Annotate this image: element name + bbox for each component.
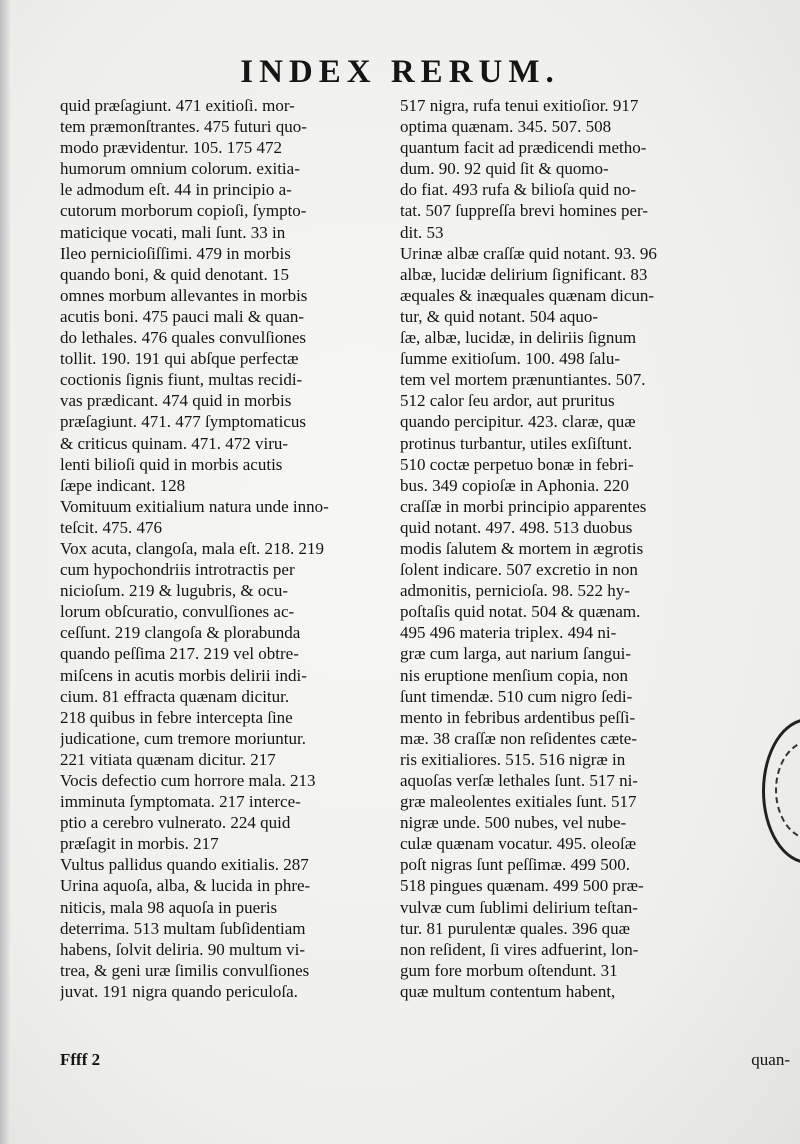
index-line: lenti bilioſi quid in morbis acutis — [60, 454, 283, 474]
index-line: ſumme exitioſum. 100. 498 ſalu- — [400, 349, 621, 369]
index-line: quando boni, & quid denotant. 15 — [60, 264, 290, 284]
index-line: judicatione, cum tremore moriuntur. — [60, 728, 306, 748]
index-line: bus. 349 copioſæ in Aphonia. 220 — [400, 475, 630, 495]
index-line: 218 quibus in febre intercepta ſine — [60, 707, 293, 727]
index-line: Vomituum exitialium natura unde inno- — [60, 496, 329, 516]
index-line: quid præſagiunt. 471 exitioſi. mor- — [60, 96, 295, 115]
index-line: vas prædicant. 474 quid in morbis — [60, 391, 292, 411]
index-line: Urinæ albæ craſſæ quid notant. 93. 96 — [400, 243, 657, 263]
index-line: habens, ſolvit deliria. 90 multum vi- — [60, 939, 306, 959]
index-line: culæ quænam vocatur. 495. oleoſæ — [400, 834, 637, 854]
index-line: dum. 90. 92 quid ſit & quomo- — [400, 159, 609, 179]
index-line: Urina aquoſa, alba, & lucida in phre- — [60, 876, 311, 896]
index-line: omnes morbum allevantes in morbis — [60, 285, 308, 305]
index-line: acutis boni. 475 pauci mali & quan- — [60, 306, 305, 326]
index-line: teſcit. 475. 476 — [60, 517, 162, 537]
index-line: tat. 507 ſuppreſſa brevi homines per- — [400, 201, 648, 221]
index-line: dit. 53 — [400, 222, 444, 242]
index-line: 221 vitiata quænam dicitur. 217 — [60, 749, 276, 769]
index-line: 517 nigra, rufa tenui exitioſior. 917 — [400, 96, 639, 115]
right-column — [400, 95, 742, 1002]
index-line: quando peſſima 217. 219 vel obtre- — [60, 644, 299, 664]
index-line: & criticus quinam. 471. 472 viru- — [60, 433, 289, 453]
index-line: imminuta ſymptomata. 217 interce- — [60, 792, 301, 812]
index-line: craſſæ in morbi principio apparentes — [400, 496, 647, 516]
index-line: 518 pingues quænam. 499 500 præ- — [400, 876, 644, 896]
index-line: quæ multum contentum habent, — [400, 981, 616, 1001]
index-line: græ cum larga, aut narium ſangui- — [400, 644, 632, 664]
signature-mark: Ffff 2 — [60, 1050, 101, 1069]
index-line: Vultus pallidus quando exitialis. 287 — [60, 855, 309, 875]
index-line: juvat. 191 nigra quando periculoſa. — [60, 981, 298, 1001]
index-line: ſolent indicare. 507 excretio in non — [400, 560, 638, 580]
left-column — [60, 95, 402, 1002]
page-heading: INDEX RERUM. — [240, 54, 560, 90]
index-line: niticis, mala 98 aquoſa in pueris — [60, 897, 278, 917]
index-line: le admodum eſt. 44 in principio a- — [60, 180, 292, 200]
index-line: do lethales. 476 quales convulſiones — [60, 328, 306, 348]
index-line: optima quænam. 345. 507. 508 — [400, 117, 612, 137]
index-line: ptio a cerebro vulnerato. 224 quid — [60, 813, 291, 833]
index-line: vulvæ cum ſublimi delirium teſtan- — [400, 897, 638, 917]
index-line: miſcens in acutis morbis delirii indi- — [60, 665, 307, 685]
index-line: maticique vocati, mali ſunt. 33 in — [60, 222, 286, 242]
index-line: Ileo pernicioſiſſimi. 479 in morbis — [60, 243, 291, 263]
index-line: ſæpe indicant. 128 — [60, 475, 186, 495]
index-line: Vocis defectio cum horrore mala. 213 — [60, 771, 316, 790]
index-line: non reſident, ſi vires adfuerint, lon- — [400, 939, 639, 959]
index-line: quando percipitur. 423. claræ, quæ — [400, 412, 636, 432]
index-line: nigræ unde. 500 nubes, vel nube- — [400, 813, 627, 833]
page-left-edge — [0, 0, 10, 1144]
index-line: Vox acuta, clangoſa, mala eſt. 218. 219 — [60, 538, 325, 558]
index-line: coctionis ſignis fiunt, multas recidi- — [60, 370, 303, 390]
index-line: tem vel mortem prænuntiantes. 507. — [400, 370, 646, 390]
index-line: græ maleolentes exitiales ſunt. 517 — [400, 792, 637, 812]
index-line: quid notant. 497. 498. 513 duobus — [400, 517, 633, 537]
index-line: albæ, lucidæ delirium ſignificant. 83 — [400, 264, 648, 284]
index-line: tur. 81 purulentæ quales. 396 quæ — [400, 918, 630, 938]
index-line: deterrima. 513 multam ſubſidentiam — [60, 918, 306, 938]
index-line: mento in febribus ardentibus peſſi- — [400, 707, 636, 727]
index-line: ris exitialiores. 515. 516 nigræ in — [400, 749, 626, 769]
index-line: modo prævidentur. 105. 175 472 — [60, 138, 282, 158]
index-line: 510 coctæ perpetuo bonæ in febri- — [400, 454, 634, 474]
index-line: mæ. 38 craſſæ non reſidentes cæte- — [400, 728, 637, 748]
index-line: modis ſalutem & mortem in ægrotis — [400, 538, 644, 558]
index-line: tollit. 190. 191 qui abſque perfectæ — [60, 349, 299, 369]
index-line: tem præmonſtrantes. 475 futuri quo- — [60, 117, 307, 137]
index-line: cutorum morborum copioſi, ſympto- — [60, 201, 307, 221]
index-line: ſæ, albæ, lucidæ, in deliriis ſignum — [400, 328, 637, 348]
index-line: cium. 81 effracta quænam dicitur. — [60, 686, 290, 706]
index-line: gum fore morbum oſtendunt. 31 — [400, 960, 618, 980]
index-line: quantum facit ad prædicendi metho- — [400, 138, 647, 158]
index-line: præſagit in morbis. 217 — [60, 834, 219, 854]
index-line: tur, & quid notant. 504 aquo- — [400, 306, 599, 326]
catchword: quan- — [751, 1050, 790, 1069]
index-line: 512 calor ſeu ardor, aut pruritus — [400, 391, 615, 411]
index-line: protinus turbantur, utiles exſiſtunt. — [400, 433, 633, 453]
index-line: admonitis, pernicioſa. 98. 522 hy- — [400, 581, 630, 601]
index-line: ſunt timendæ. 510 cum nigro ſedi- — [400, 686, 633, 706]
index-line: trea, & geni uræ ſimilis convulſiones — [60, 960, 310, 980]
index-line: aquoſas verſæ lethales ſunt. 517 ni- — [400, 771, 638, 790]
index-line: nis eruptione menſium copia, non — [400, 665, 629, 685]
index-line: nicioſum. 219 & lugubris, & ocu- — [60, 581, 289, 601]
index-line: cum hypochondriis introtractis per — [60, 560, 295, 580]
index-line: poſt nigras ſunt peſſimæ. 499 500. — [400, 855, 630, 875]
index-line: præſagiunt. 471. 477 ſymptomaticus — [60, 412, 307, 432]
index-line: 495 496 materia triplex. 494 ni- — [400, 623, 617, 643]
index-line: ceſſunt. 219 clangoſa & plorabunda — [60, 623, 301, 643]
index-line: humorum omnium colorum. exitia- — [60, 159, 300, 179]
index-line: poſtaſis quid notat. 504 & quænam. — [400, 602, 641, 622]
index-line: lorum obſcuratio, convulſiones ac- — [60, 602, 295, 622]
index-line: æquales & inæquales quænam dicun- — [400, 285, 655, 305]
index-line: do fiat. 493 rufa & bilioſa quid no- — [400, 180, 637, 200]
